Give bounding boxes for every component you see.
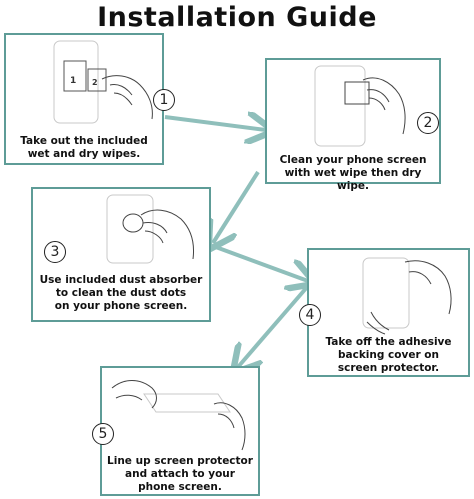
step-5-caption-line-2: and attach to your (125, 468, 235, 480)
step-2-number: 2 (417, 112, 439, 134)
step-5-caption-line-1: Line up screen protector (107, 455, 253, 467)
step-4-caption-line-3: screen protector. (337, 362, 440, 374)
step-5-caption-line-3: phone screen. (138, 481, 222, 493)
step-4-caption-line-1: Take off the adhesive (325, 336, 452, 348)
step-3-caption-line-2: to clean the dust dots (55, 287, 187, 299)
page-title: Installation Guide (97, 2, 377, 33)
step-2-caption (267, 154, 439, 193)
step-2-caption-line-1: Clean your phone screen (279, 154, 427, 166)
step-2-caption-line-2: with wet wipe then dry wipe. (284, 167, 422, 192)
step-1-caption (6, 135, 162, 161)
step-4-caption-line-2: backing cover on (338, 349, 439, 361)
step-5-number: 5 (92, 423, 114, 445)
step-5-card (100, 366, 260, 496)
step-5-caption (102, 455, 258, 494)
step-1-caption-line-1: Take out the included (20, 135, 148, 147)
step-1-card (4, 33, 169, 165)
step-1-caption-line-2: wet and dry wipes. (27, 148, 141, 160)
arrow-3-to-4 (213, 246, 308, 281)
step-3-caption (33, 274, 209, 313)
arrow-1-to-2 (165, 117, 266, 130)
step-3-number: 3 (44, 241, 66, 263)
step-1-number: 1 (153, 89, 175, 111)
step-2-card (265, 58, 441, 192)
step-3-caption-line-1: Use included dust absorber (39, 274, 203, 286)
arrow-4-to-5 (238, 286, 308, 367)
arrow-2-to-3 (213, 172, 258, 243)
step-4-caption (309, 336, 468, 375)
step-4-card (307, 248, 470, 377)
step-3-caption-line-3: on your phone screen. (54, 300, 188, 312)
step-3-card (31, 187, 211, 322)
svg-text:2: 2 (92, 78, 98, 87)
svg-text:1: 1 (70, 76, 77, 86)
step-4-number: 4 (299, 304, 321, 326)
